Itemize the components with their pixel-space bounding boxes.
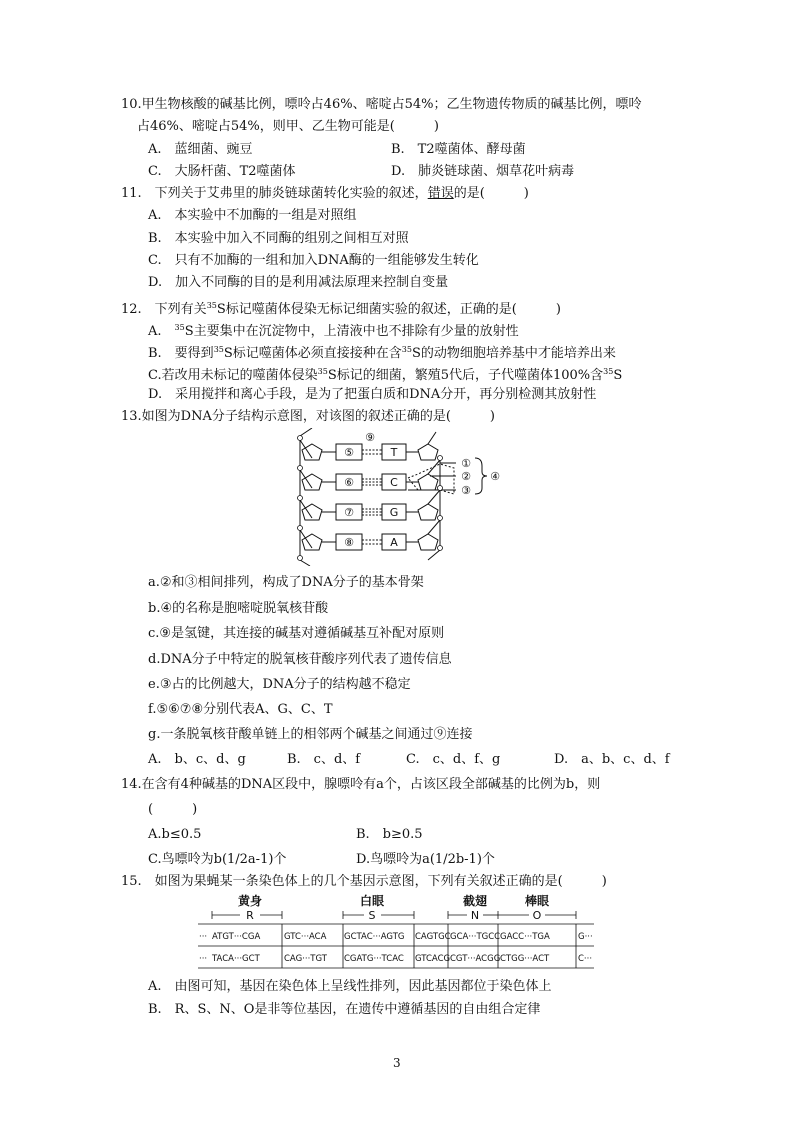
bottom-seg-r: TACA···GCT	[212, 954, 260, 964]
gene-label-o: O	[532, 909, 542, 922]
top-seg-r: ATGT···CGA	[212, 932, 261, 942]
top-seg-end: G···	[578, 932, 593, 942]
top-seg-s: GCTAC···AGTG	[344, 932, 405, 942]
q10-option-a: A. 蓝细菌、豌豆	[148, 142, 253, 157]
top-seg-sn: CAGTGC	[415, 932, 451, 942]
q12-option-c	[148, 363, 622, 385]
q13-statement-a: a.②和③相间排列，构成了DNA分子的基本骨架	[148, 575, 424, 590]
q14-option-d: D.鸟嘌呤为a(1/2b-1)个	[356, 852, 495, 867]
bottom-seg-sn: GTCACG	[415, 954, 451, 964]
top-seg-rs: GTC···ACA	[284, 932, 327, 942]
q11-option-b: B. 本实验中加入不同酶的组别之间相互对照	[148, 231, 409, 246]
q12-c-sup2: 35	[603, 367, 614, 376]
q10-stem-line2: 占46%、嘧啶占54%，则甲、乙生物可能是( )	[137, 119, 439, 134]
dna-base-t: T	[390, 446, 398, 459]
q13-statement-d: d.DNA分子中特定的脱氧核苷酸序列代表了遗传信息	[148, 652, 452, 667]
dna-right-label-3: ③	[461, 484, 471, 497]
gene-label-s: S	[368, 909, 376, 922]
q12-b-post: S的动物细胞培养基中才能培养出来	[411, 346, 616, 361]
dna-bond-label-9: ⑨	[365, 431, 375, 444]
q13-statement-g: g.一条脱氧核苷酸单链上的相邻两个碱基之间通过⑨连接	[148, 727, 473, 742]
q13-statement-f: f.⑤⑥⑦⑧分别代表A、G、C、T	[148, 702, 333, 717]
q12-b-mid: S标记噬菌体必须直接接种在含	[223, 346, 402, 361]
q12-b-pre: B. 要得到	[148, 346, 214, 361]
q12-stem-post: S标记噬菌体侵染无标记细菌实验的叙述，正确的是( )	[216, 302, 561, 317]
dna-right-label-2: ②	[461, 470, 471, 483]
dna-base-c: C	[390, 476, 398, 489]
dna-structure-figure	[290, 428, 510, 566]
bottom-seg-end: C···	[578, 954, 593, 964]
q12-sup: 35	[206, 301, 217, 310]
q13-option-b: B. c、d、f	[287, 752, 361, 767]
dna-brace-label-4: ④	[490, 470, 500, 483]
dna-right-label-1: ①	[461, 457, 471, 470]
q12-option-a	[148, 319, 519, 341]
q11-stem	[121, 185, 529, 203]
q11-option-a: A. 本实验中不加酶的一组是对照组	[148, 208, 357, 223]
top-seg-o: GACC···TGA	[500, 932, 550, 942]
q12-b-sup1: 35	[213, 345, 224, 354]
dna-left-label-6: ⑥	[344, 476, 354, 489]
dna-left-label-8: ⑧	[344, 536, 354, 549]
bottom-seg-o: CTGG···ACT	[500, 954, 550, 964]
q11-stem-post: 的是( )	[453, 186, 529, 201]
q12-c-pre: C.若改用未标记的噬菌体侵染	[148, 368, 318, 383]
dna-left-label-5: ⑤	[344, 446, 354, 459]
q12-option-b	[148, 341, 616, 363]
q14-stem-line1: 14.在含有4种碱基的DNA区段中，腺嘌呤有a个，占该区段全部碱基的比例为b，则	[121, 777, 601, 792]
gene-trait-white-eye: 白眼	[359, 894, 385, 908]
bottom-seg-n: CGT···ACGG	[450, 954, 501, 964]
q13-statement-c: c.⑨是氢键，其连接的碱基对遵循碱基互补配对原则	[148, 626, 445, 641]
q13-option-c: C. c、d、f、g	[406, 752, 501, 767]
bottom-seg-s: CGATG···TCAC	[344, 954, 404, 964]
dna-left-label-7: ⑦	[344, 506, 354, 519]
q12-stem	[121, 297, 561, 319]
dna-base-g: G	[389, 506, 399, 519]
q12-c-post: S	[613, 368, 623, 383]
strand-dots-top: ···	[199, 932, 208, 942]
q15-option-a: A. 由图可知，基因在染色体上呈线性排列，因此基因都位于染色体上	[148, 979, 552, 994]
q14-option-a: A.b≤0.5	[148, 827, 202, 842]
gene-label-r: R	[246, 909, 254, 922]
q13-option-a: A. b、c、d、g	[148, 752, 246, 767]
q12-a-post: S主要集中在沉淀物中，上清液中也不排除有少量的放射性	[184, 324, 519, 339]
dna-base-a: A	[390, 536, 398, 549]
q12-c-sup1: 35	[317, 367, 328, 376]
gene-trait-bar-eye: 棒眼	[524, 894, 550, 908]
q12-a-pre: A.	[148, 324, 175, 339]
q12-stem-pre: 12. 下列有关	[121, 302, 207, 317]
q12-option-d: D. 采用搅拌和离心手段，是为了把蛋白质和DNA分开，再分别检测其放射性	[148, 387, 597, 402]
q15-stem: 15. 如图为果蝇某一条染色体上的几个基因示意图，下列有关叙述正确的是( )	[121, 874, 607, 889]
q10-option-b: B. T2噬菌体、酵母菌	[391, 142, 526, 157]
strand-dots-bottom: ···	[199, 954, 208, 964]
gene-trait-cut-wing: 截翅	[462, 894, 488, 908]
q14-option-c: C.鸟嘌呤为b(1/2a-1)个	[148, 852, 287, 867]
q12-a-sup: 35	[174, 323, 185, 332]
q11-stem-pre: 11. 下列关于艾弗里的肺炎链球菌转化实验的叙述，	[121, 186, 428, 201]
q14-stem-line2: ( )	[148, 802, 198, 817]
chromosome-gene-figure	[198, 893, 594, 973]
top-seg-n: GCA···TGCC	[450, 932, 501, 942]
q15-option-b: B. R、S、N、O是非等位基因，在遗传中遵循基因的自由组合定律	[148, 1002, 541, 1017]
q12-c-mid: S标记的细菌，繁殖5代后，子代噬菌体100%含	[327, 368, 604, 383]
bottom-seg-rs: CAG···TGT	[284, 954, 327, 964]
q13-statement-e: e.③占的比例越大，DNA分子的结构越不稳定	[148, 677, 411, 692]
q11-option-d: D. 加入不同酶的目的是利用减法原理来控制自变量	[148, 275, 449, 290]
gene-trait-yellow-body: 黄身	[237, 894, 263, 908]
q12-b-sup2: 35	[401, 345, 412, 354]
q13-statement-b: b.④的名称是胞嘧啶脱氧核苷酸	[148, 601, 329, 616]
q10-option-d: D. 肺炎链球菌、烟草花叶病毒	[391, 164, 575, 179]
q11-stem-emphasis: 错误	[427, 186, 454, 201]
gene-label-n: N	[470, 909, 480, 922]
q13-stem: 13.如图为DNA分子结构示意图，对该图的叙述正确的是( )	[121, 409, 496, 424]
q11-option-c: C. 只有不加酶的一组和加入DNA酶的一组能够发生转化	[148, 253, 479, 268]
q10-option-c: C. 大肠杆菌、T2噬菌体	[148, 164, 296, 179]
page-number: 3	[393, 1056, 401, 1070]
q14-option-b: B. b≥0.5	[356, 827, 423, 842]
q10-stem-line1: 10.甲生物核酸的碱基比例，嘌呤占46%、嘧啶占54%；乙生物遗传物质的碱基比例，嘌呤	[121, 97, 642, 112]
q13-option-d: D. a、b、c、d、f	[554, 752, 670, 767]
